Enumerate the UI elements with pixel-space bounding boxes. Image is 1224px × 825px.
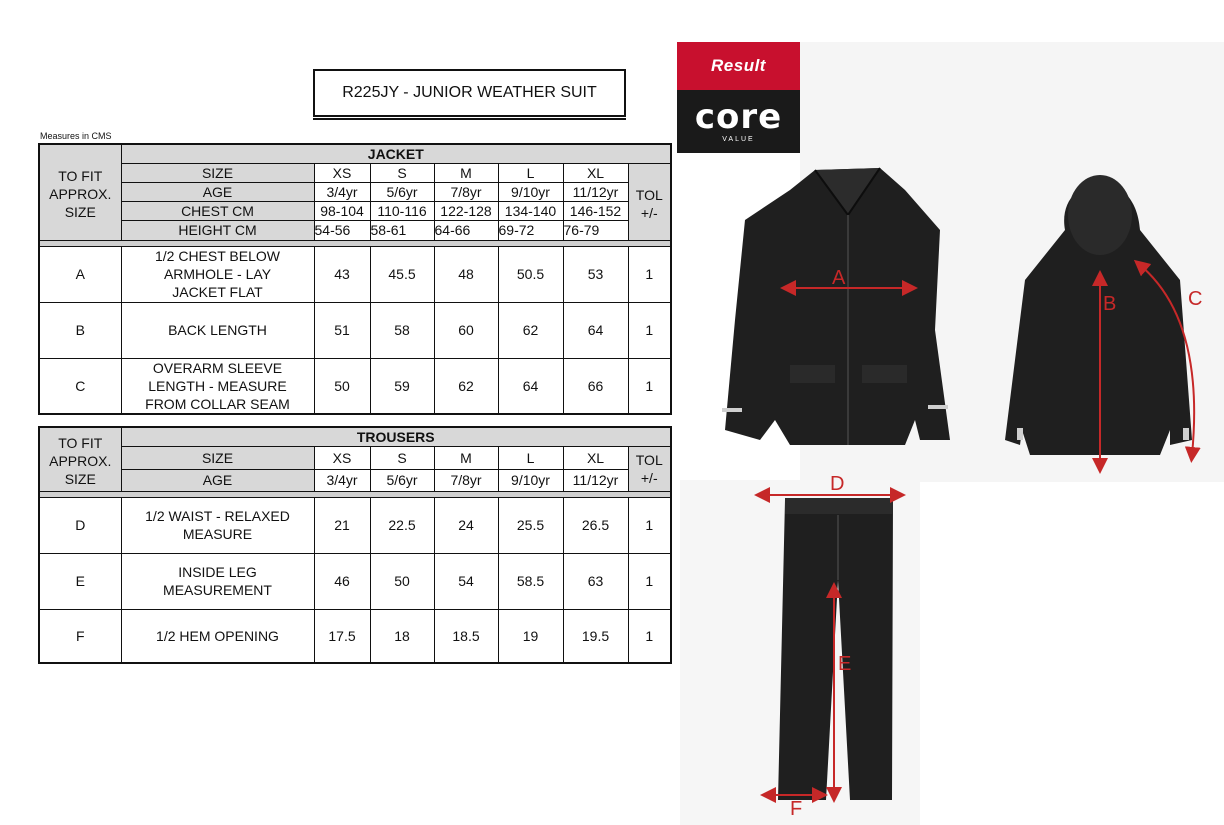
measure-value: 21: [314, 497, 370, 553]
chest-cell: 134-140: [498, 201, 563, 220]
age-cell: 3/4yr: [314, 182, 370, 201]
measure-value: 25.5: [498, 497, 563, 553]
size-cell: M: [434, 446, 498, 469]
measure-value: 54: [434, 553, 498, 609]
approx-label: APPROX.: [49, 186, 112, 202]
age-row-label: AGE: [121, 469, 314, 491]
measure-value: 64: [498, 358, 563, 414]
size-row-label: SIZE: [121, 163, 314, 182]
tol-sub: +/-: [640, 204, 658, 221]
measure-value: 22.5: [370, 497, 434, 553]
core-wordmark: core: [694, 97, 783, 137]
measure-value: 19.5: [563, 609, 628, 663]
age-cell: 9/10yr: [498, 469, 563, 491]
measure-value: 51: [314, 302, 370, 358]
measure-value: 50: [314, 358, 370, 414]
diagram-label-a: A: [832, 267, 846, 289]
diagram-label-f: F: [790, 798, 803, 820]
tol-label: TOL: [635, 451, 663, 468]
age-cell: 3/4yr: [314, 469, 370, 491]
size-cell: XL: [563, 163, 628, 182]
size-cell: S: [370, 446, 434, 469]
size-cell: XS: [314, 163, 370, 182]
approx-label: APPROX.: [49, 453, 112, 469]
measure-code: C: [39, 358, 121, 414]
age-row-label: AGE: [121, 182, 314, 201]
height-cell: 54-56: [314, 220, 370, 240]
diagram-label-c: C: [1188, 288, 1203, 310]
age-cell: 11/12yr: [563, 469, 628, 491]
tolerance-value: 1: [628, 609, 671, 663]
size-cell: S: [370, 163, 434, 182]
age-cell: 11/12yr: [563, 182, 628, 201]
result-wordmark: Result: [677, 42, 800, 90]
to-fit-label: TO FIT: [58, 168, 103, 184]
tol-sub: +/-: [640, 469, 658, 486]
measure-code: B: [39, 302, 121, 358]
tolerance-value: 1: [628, 358, 671, 414]
height-cell: 69-72: [498, 220, 563, 240]
chest-cell: 146-152: [563, 201, 628, 220]
age-cell: 7/8yr: [434, 182, 498, 201]
tolerance-value: 1: [628, 553, 671, 609]
measure-value: 18.5: [434, 609, 498, 663]
tolerance-value: 1: [628, 302, 671, 358]
measure-value: 43: [314, 246, 370, 302]
measure-description: BACK LENGTH: [121, 302, 314, 358]
diagram-label-d: D: [830, 473, 845, 495]
measure-description: INSIDE LEG MEASUREMENT: [121, 553, 314, 609]
value-wordmark: VALUE: [722, 136, 755, 143]
trousers-image: [778, 498, 893, 800]
measure-value: 50: [370, 553, 434, 609]
measure-code: D: [39, 497, 121, 553]
trousers-heading: TROUSERS: [121, 427, 671, 446]
measure-value: 45.5: [370, 246, 434, 302]
measure-code: E: [39, 553, 121, 609]
measure-description: 1/2 WAIST - RELAXED MEASURE: [121, 497, 314, 553]
chest-cell: 98-104: [314, 201, 370, 220]
measure-code: F: [39, 609, 121, 663]
age-cell: 9/10yr: [498, 182, 563, 201]
height-cell: 76-79: [563, 220, 628, 240]
tol-label: TOL: [635, 186, 663, 203]
diagram-label-b: B: [1103, 293, 1117, 315]
age-cell: 7/8yr: [434, 469, 498, 491]
measure-value: 18: [370, 609, 434, 663]
height-cell: 64-66: [434, 220, 498, 240]
size-cell: XS: [314, 446, 370, 469]
measure-value: 62: [498, 302, 563, 358]
size-cell: L: [498, 446, 563, 469]
measure-value: 17.5: [314, 609, 370, 663]
to-fit-label: TO FIT: [58, 435, 103, 451]
measure-value: 24: [434, 497, 498, 553]
measure-value: 60: [434, 302, 498, 358]
measure-value: 66: [563, 358, 628, 414]
measure-value: 26.5: [563, 497, 628, 553]
measure-description: OVERARM SLEEVE LENGTH - MEASURE FROM COLLAR SEAM: [121, 358, 314, 414]
height-row-label: HEIGHT CM: [121, 220, 314, 240]
measure-description: 1/2 CHEST BELOW ARMHOLE - LAY JACKET FLAT: [121, 246, 314, 302]
height-cell: 58-61: [370, 220, 434, 240]
measure-value: 58.5: [498, 553, 563, 609]
size-row-label: SIZE: [121, 446, 314, 469]
diagram-label-e: E: [838, 653, 852, 675]
measures-note: Measures in CMS: [40, 131, 112, 141]
chest-cell: 110-116: [370, 201, 434, 220]
title-text: R225JY - JUNIOR WEATHER SUIT: [342, 84, 597, 101]
measure-code: A: [39, 246, 121, 302]
measure-value: 64: [563, 302, 628, 358]
measure-value: 58: [370, 302, 434, 358]
size-cell: M: [434, 163, 498, 182]
tolerance-value: 1: [628, 497, 671, 553]
measure-description: 1/2 HEM OPENING: [121, 609, 314, 663]
age-cell: 5/6yr: [370, 182, 434, 201]
measure-value: 53: [563, 246, 628, 302]
measure-value: 50.5: [498, 246, 563, 302]
jacket-front-image: [722, 168, 950, 445]
size-label: SIZE: [64, 471, 96, 487]
measure-value: 19: [498, 609, 563, 663]
size-cell: XL: [563, 446, 628, 469]
measure-value: 46: [314, 553, 370, 609]
measure-value: 62: [434, 358, 498, 414]
chest-cell: 122-128: [434, 201, 498, 220]
chest-row-label: CHEST CM: [121, 201, 314, 220]
jacket-heading: JACKET: [121, 144, 671, 163]
tolerance-value: 1: [628, 246, 671, 302]
age-cell: 5/6yr: [370, 469, 434, 491]
measure-value: 63: [563, 553, 628, 609]
size-label: SIZE: [64, 204, 96, 220]
size-cell: L: [498, 163, 563, 182]
measure-value: 59: [370, 358, 434, 414]
jacket-back-image: [1005, 175, 1192, 455]
measure-value: 48: [434, 246, 498, 302]
